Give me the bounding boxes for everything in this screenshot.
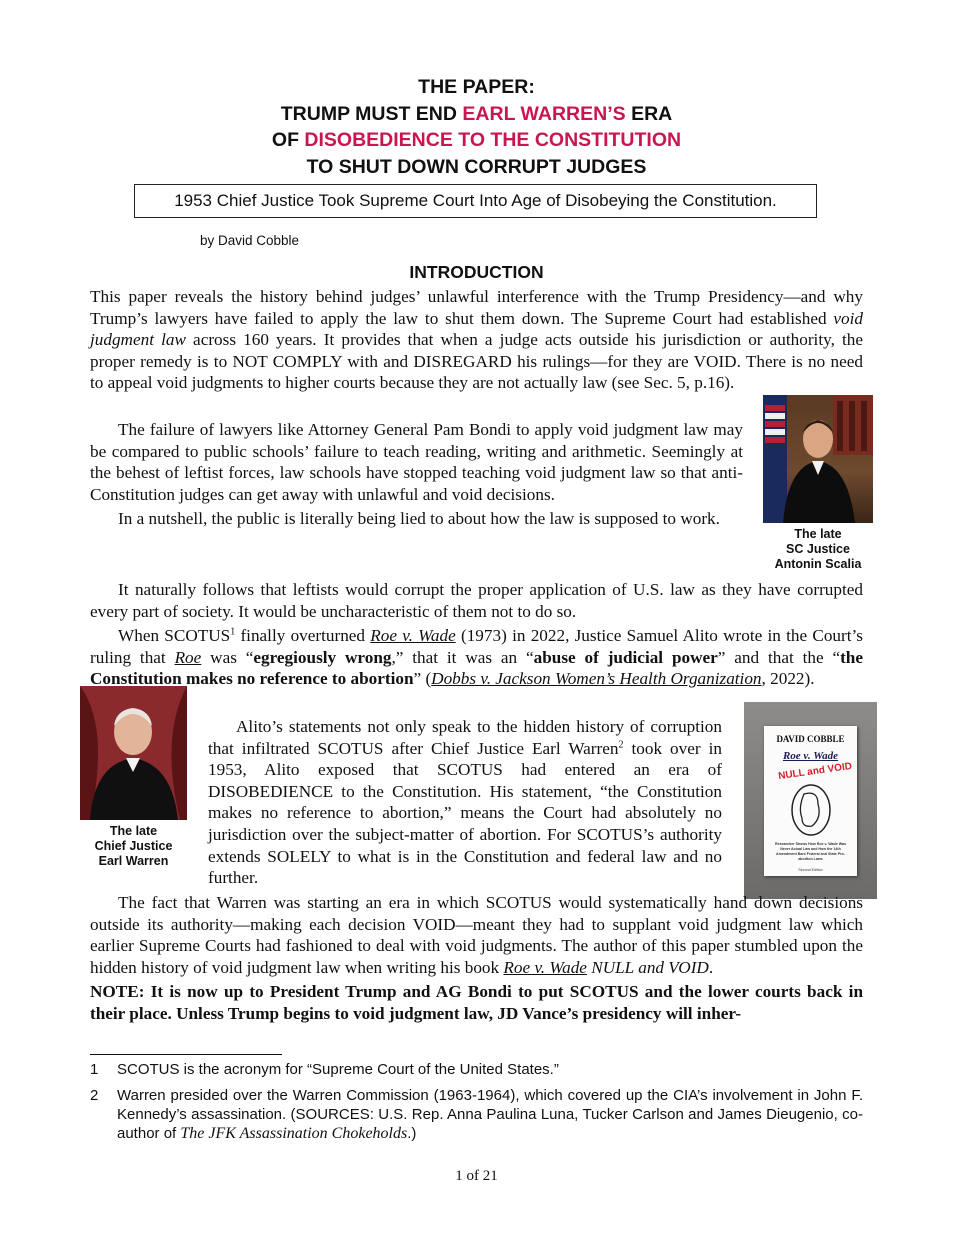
para1-text-end: across 160 years. It provides that when a judge acts outside his jurisdiction or authority, the proper remedy is to NOT COMPLY with and DISREGARD his rulings—for they are VOID. There is no need to appeal void judgments to higher courts because they are not actually law (see Sec. 5, p.16). [90,330,863,393]
para5-text: ” ( [413,669,432,689]
page-number: 1 of 21 [455,1168,498,1184]
roe-v-wade-case: Roe v. Wade [370,626,456,646]
footnote-text: SCOTUS is the acronym for “Supreme Court of the United States.” [117,1061,559,1078]
roe-case-short: Roe [174,647,202,667]
title-highlight-disobedience: DISOBEDIENCE TO THE CONSTITUTION [304,129,682,151]
para5-text: ” and that the “ [717,647,841,667]
void-judgment-law-term: void judgment law [90,308,863,350]
para7-text: . [708,957,714,977]
para5-text: (1973) in 2022, Justice Samuel Alito wrote in the Court’s ruling that [90,626,863,667]
book-cover-photo [744,702,877,899]
jfk-book-title: The JFK Assassination Chokeholds [180,1125,408,1142]
book-title-reference: Roe v. Wade [503,957,587,977]
roe-paragraph-start [90,625,863,690]
paragraph-6-block [208,716,722,892]
title-line-2-text: TRUMP MUST END [280,102,463,125]
fetus-silhouette-icon [788,782,834,838]
footnote-text [117,1086,863,1143]
para6-text: took over in 1953, Alito exposed that SCOTUS had entered an era of DISOBEDIENCE to the Constitution. His statement, “the Constitution makes no reference to abortion,” means the Court had absolutely no jurisdiction over the subject-matter of abortion. For SCOTUS’s authority extends SOLELY to what is in the Constitution and federal law and no further. [208,738,722,888]
footnote-divider [90,1054,282,1055]
scalia-caption-line: SC Justice [786,542,850,556]
subtitle-box: 1953 Chief Justice Took Supreme Court Into Age of Disobeying the Constitution. [134,184,817,218]
scalia-photo [763,395,873,523]
section-heading: INTRODUCTION [409,262,544,282]
footnote-number: 1 [90,1061,99,1078]
footnote-2 [90,1086,863,1143]
title-line-2 [0,101,953,128]
warren-caption [80,824,187,869]
no-reference-quote: the Constitution makes no reference to abortion [90,647,863,689]
alito-paragraph [208,716,722,889]
para5-text: When SCOTUS [118,626,231,646]
para5-text: , 2022). [761,669,815,689]
nutshell-paragraph: In a nutshell, the public is literally being lied to about how the law is supposed to work. [118,509,720,529]
null-and-void-text: NULL and VOID [586,957,709,977]
title-line-2-end: ERA [625,102,673,125]
footnote-ref-1[interactable]: 1 [230,626,236,638]
para7-text: The fact that Warren was starting an era in which SCOTUS would systematically hand down decisions outside its authority—making each decision VOID—meant they had to supplant void judgment law which earlier Supreme Courts had fashioned to deal with void judgments. The author of this paper stumbled upon the hidden history of void judgment law when writing his book [90,893,863,977]
title-highlight-warren: EARL WARREN’S [462,102,626,125]
para1-text: This paper reveals the history behind judges’ unlawful interference with the Trump Presidency—and why Trump’s lawyers have failed to apply the law to shut them down. The Supreme Court had established [90,287,863,328]
document-title [0,74,953,180]
para5-text: ,” that it was an “ [391,647,534,667]
byline: by David Cobble [200,233,300,248]
dobbs-case: Dobbs v. Jackson Women’s Health Organization [431,669,762,689]
book-stamp: NULL and VOID [777,760,853,783]
title-line-3 [0,127,953,154]
warren-caption-line: Earl Warren [98,854,169,868]
book-blurb: Researcher Shows How Roe v. Wade Was Never Actual Law and How the 14th Amendment Bars Federal and State Pro-abortion Laws [775,842,846,861]
scalia-portrait-icon [763,395,873,523]
scalia-caption-line: Antonin Scalia [774,557,862,571]
intro-paragraph [90,286,863,394]
bondi-paragraph: The failure of lawyers like Attorney General Pam Bondi to apply void judgment law may be compared to public schools’ failure to teach reading, writing and arithmetic. Seemingly at the behest of leftist forces, law schools have stopped teaching void judgment law so that anti-Constitution judges can get away with unlawful and void decisions. [90,420,743,504]
note-paragraph: NOTE: It is now up to President Trump and AG Bondi to put SCOTUS and the lower courts back in their place. Unless Trump begins to void judgment law, JD Vance’s presidency will inher- [90,982,863,1023]
book-title: Roe v. Wade [782,750,839,762]
para5-text: was “ [201,647,254,667]
footnote-2-text-end: .) [407,1125,417,1142]
warren-era-paragraph [90,892,863,978]
book-cover [764,726,857,876]
footnote-1 [90,1060,863,1079]
book-author: DAVID COBBLE [776,734,845,744]
abuse-of-power-quote: abuse of judicial power [533,647,718,667]
footnote-2-text: Warren presided over the Warren Commission (1963-1964), which covered up the CIA’s involvement in John F. Kennedy’s assassination. (SOURCES: U.S. Rep. Anna Paulina Luna, Tucker Carlson and James Dieugenio, co-author of [117,1087,863,1142]
footnote-ref-2[interactable]: 2 [618,738,624,750]
book-edition: Second Edition [798,868,823,872]
warren-caption-line: Chief Justice [94,839,173,853]
title-line-3-text: OF [271,129,305,151]
leftists-paragraph: It naturally follows that leftists would corrupt the proper application of U.S. law as they have corrupted every part of society. It would be uncharacteristic of them not to do so. [90,580,863,621]
paragraph-2-block [90,419,743,533]
para6-text: Alito’s statements not only speak to the hidden history of corruption that infiltrated SCOTUS after Chief Justice Earl Warren [208,717,722,758]
warren-photo [80,686,187,820]
scalia-caption [762,527,874,572]
title-line-1: THE PAPER: [418,76,535,98]
scalia-caption-line: The late [794,527,842,541]
footnote-number: 2 [90,1087,99,1104]
para5-text: finally overturned [235,626,371,646]
egregiously-wrong-quote: egregiously wrong [253,647,392,667]
warren-caption-line: The late [109,824,158,838]
paragraph-7-block [90,892,863,1028]
paragraph-4-block [90,579,863,690]
title-line-4: TO SHUT DOWN CORRUPT JUDGES [306,155,647,178]
warren-portrait-icon [80,686,187,820]
paragraph-1 [90,286,863,397]
